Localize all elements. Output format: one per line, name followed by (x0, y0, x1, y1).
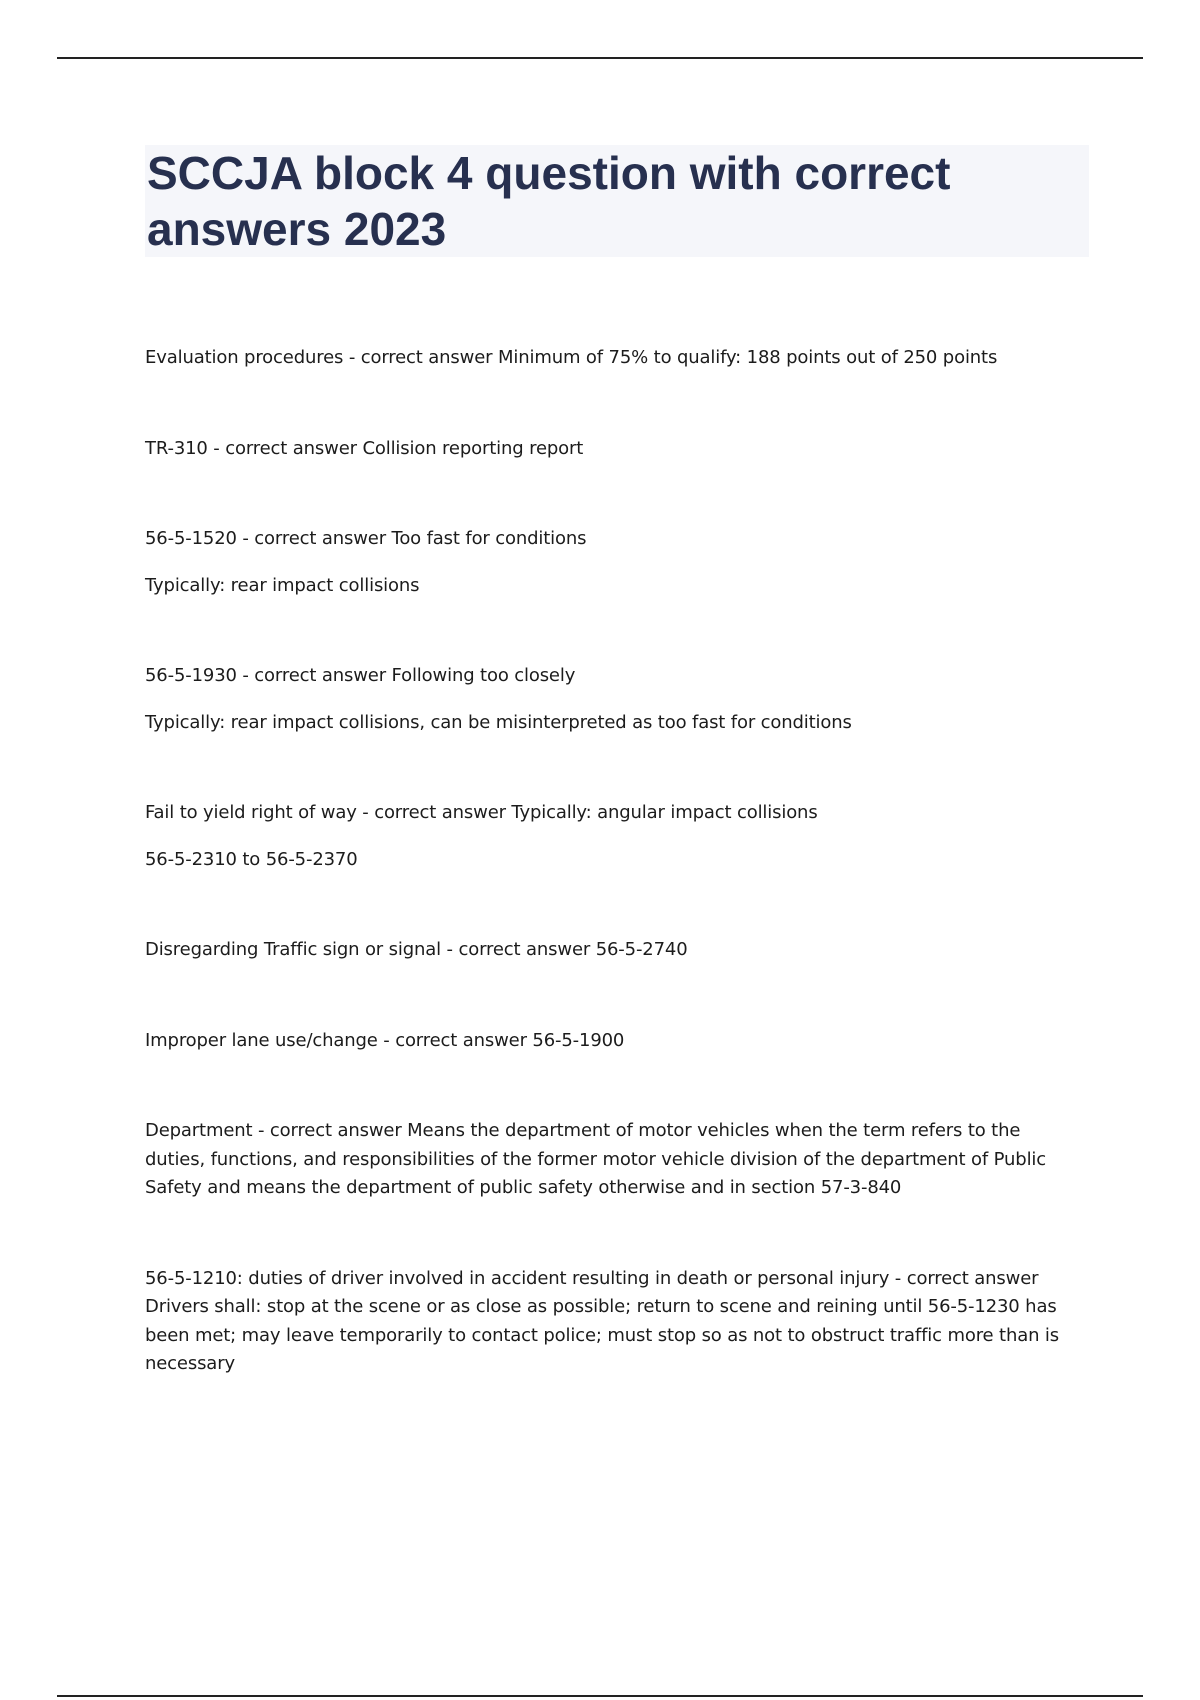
qa-entry (145, 525, 1080, 600)
qa-line: Typically: rear impact collisions (145, 574, 420, 596)
top-rule (57, 57, 1143, 59)
qa-paragraph: Department - correct answer Means the department of motor vehicles when the term refers to the duties, functions, and responsibilities of the former motor vehicle division of the department of Public Safety and means the department of public safety otherwise and in section 57-3-840 (145, 1120, 1047, 1198)
qa-line: Disregarding Traffic sign or signal - correct answer 56-5-2740 (145, 939, 688, 960)
qa-line: Fail to yield right of way - correct answer Typically: angular impact collisions (145, 802, 818, 823)
qa-entry (145, 1117, 1080, 1203)
qa-line: 56-5-1930 - correct answer Following too closely (145, 665, 576, 686)
qa-list (145, 344, 1080, 1441)
qa-entry (145, 1027, 1080, 1056)
qa-entry (145, 1265, 1080, 1379)
qa-line: Improper lane use/change - correct answer 56-5-1900 (145, 1029, 625, 1051)
qa-entry (145, 936, 1080, 965)
document-title: SCCJA block 4 question with correct answers 2023 (147, 147, 951, 255)
qa-paragraph: 56-5-1210: duties of driver involved in accident resulting in death or personal injury - correct answer Drivers shall: stop at the scene or as close as possible; return to scene and reining until 56-5-1230 has been met; may leave temporarily to contact police; must stop so as not to obstruct traffic more than is necessary (145, 1267, 1060, 1374)
qa-line: 56-5-2310 to 56-5-2370 (145, 848, 358, 870)
qa-entry (145, 662, 1080, 737)
qa-line: Typically: rear impact collisions, can be misinterpreted as too fast for conditions (145, 711, 852, 733)
qa-line: Evaluation procedures - correct answer Minimum of 75% to qualify: 188 points out of 250 points (145, 347, 998, 368)
title-banner (145, 145, 1089, 257)
qa-line: 56-5-1520 - correct answer Too fast for conditions (145, 528, 587, 549)
qa-entry (145, 435, 1080, 464)
bottom-rule (57, 1695, 1143, 1697)
qa-entry (145, 799, 1080, 874)
qa-entry (145, 344, 1080, 373)
qa-line: TR-310 - correct answer Collision reporting report (145, 437, 584, 459)
